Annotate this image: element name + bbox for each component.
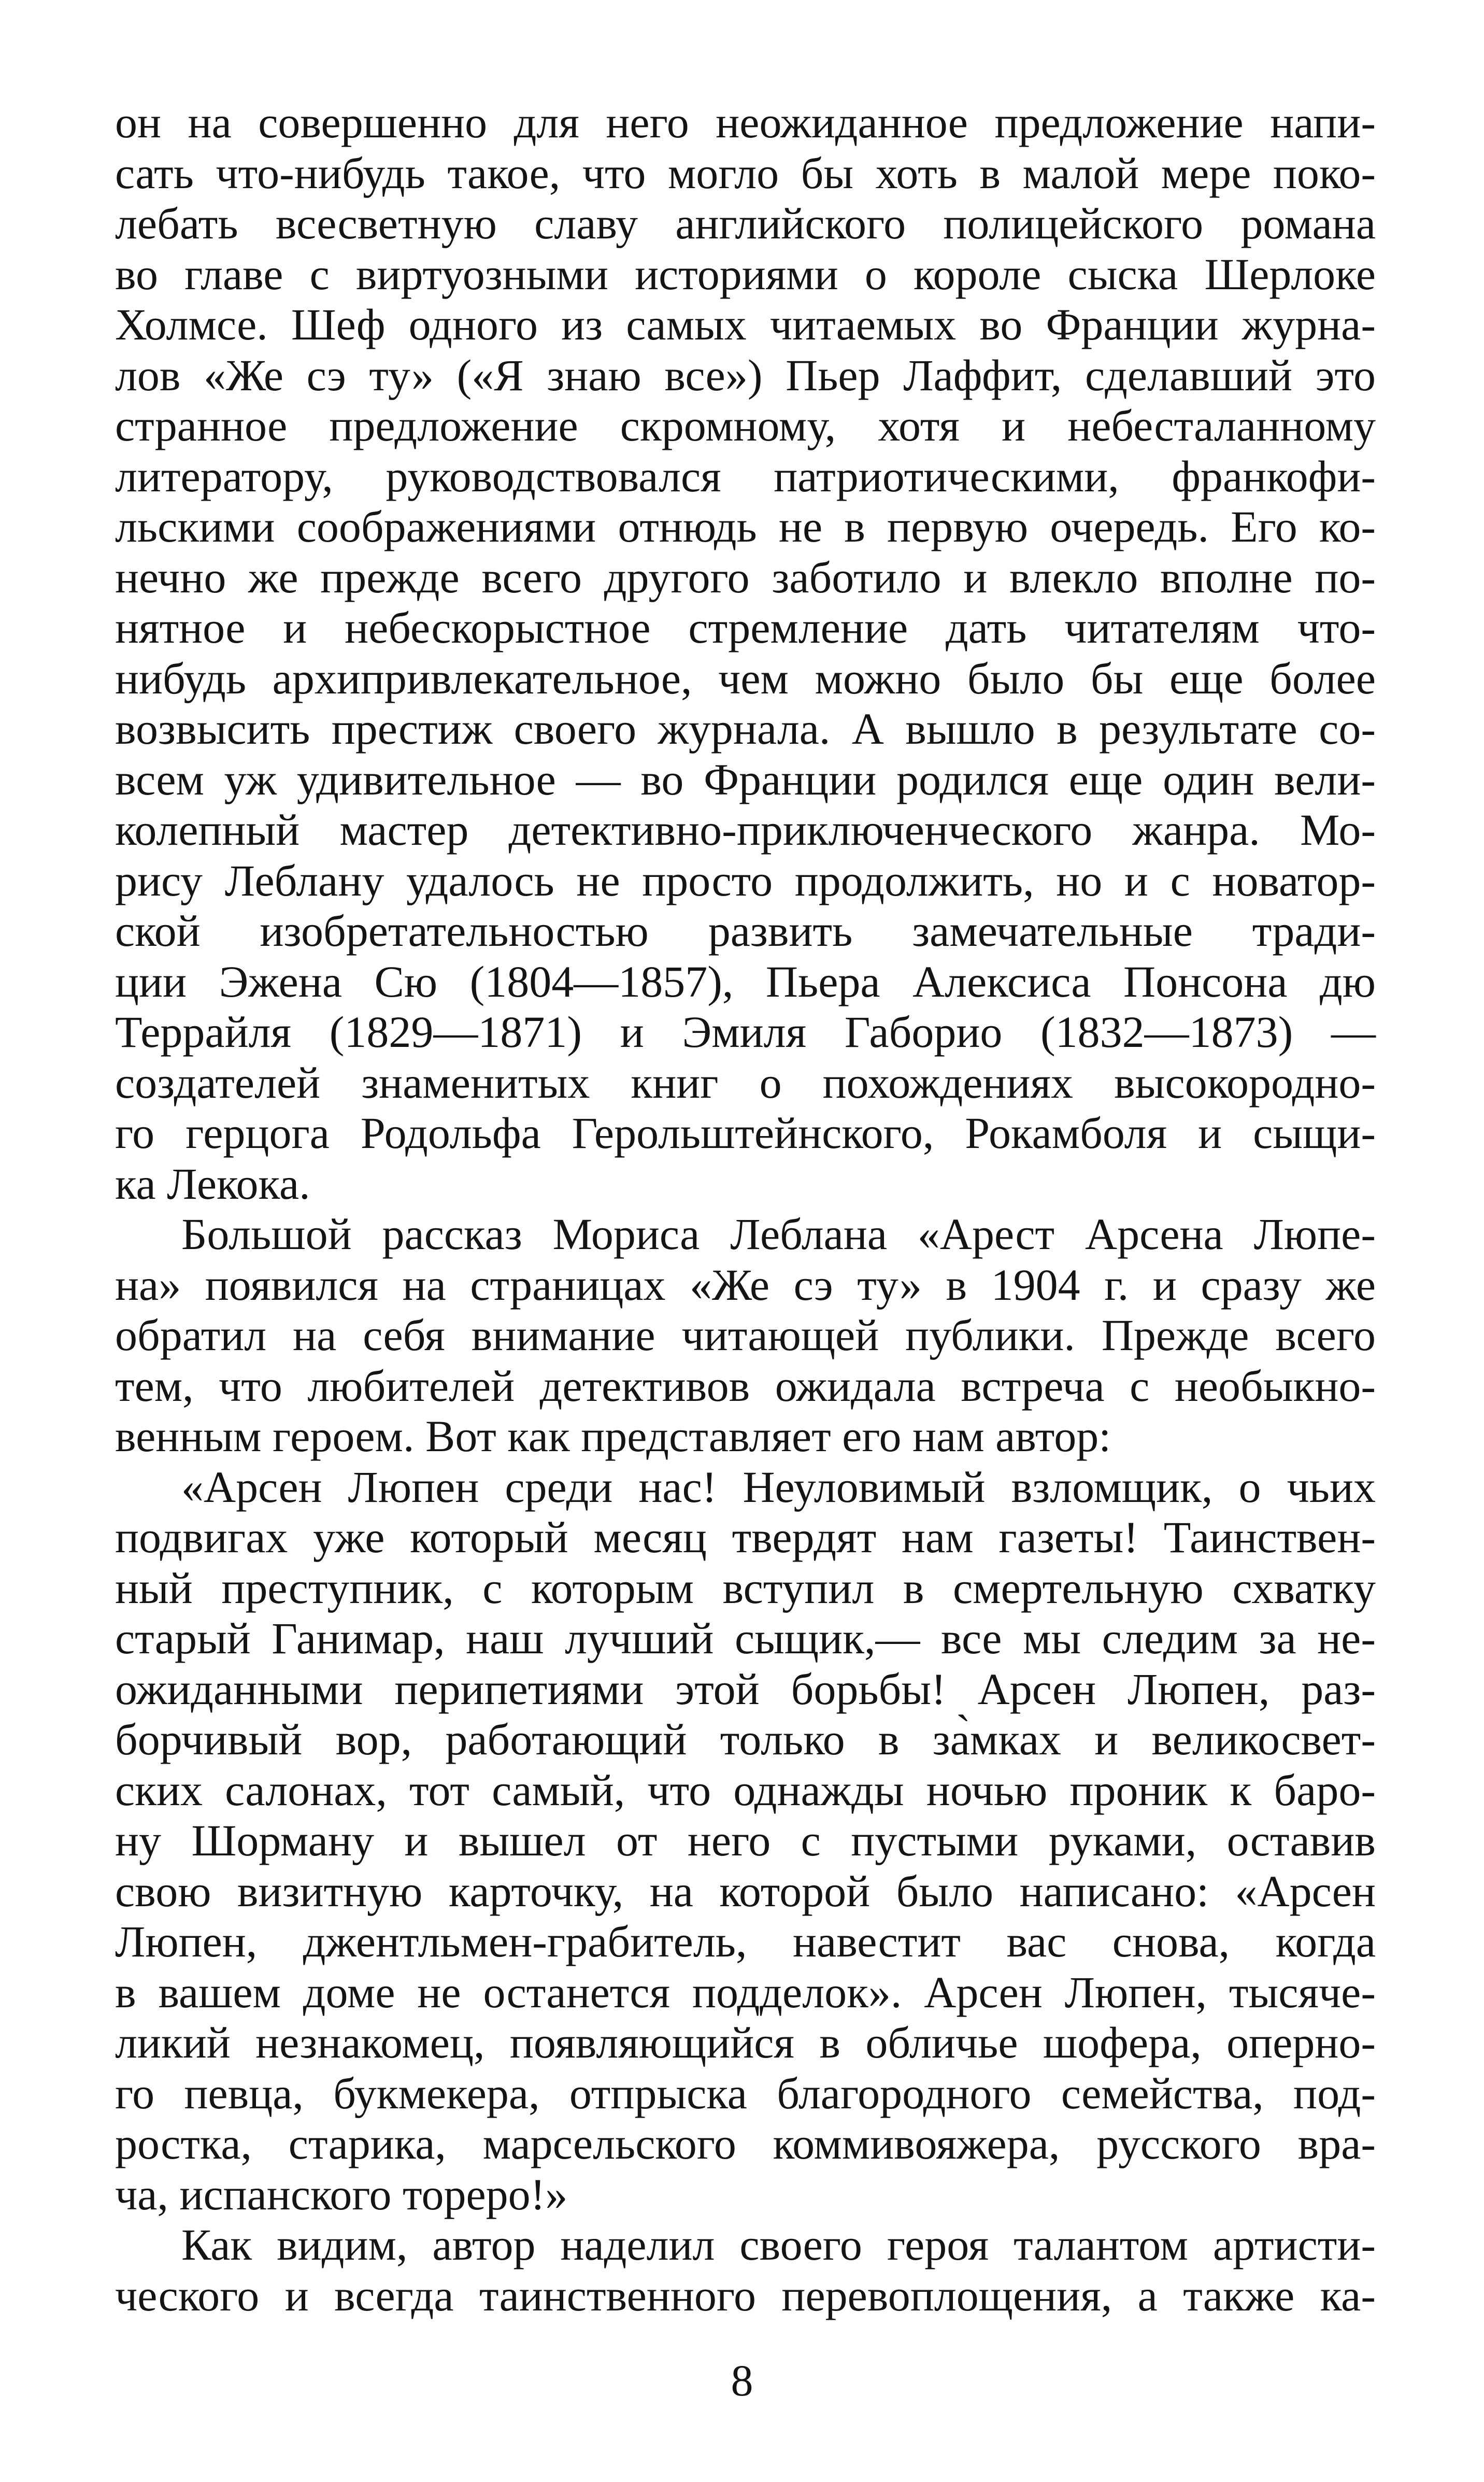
text-line: обратил на себя внимание читающей публики. Прежде всего: [115, 1310, 1376, 1360]
text-line: го герцога Родольфа Герольштейнского, Рокамболя и сыщи-: [115, 1108, 1376, 1158]
text-line: сать что-нибудь такое, что могло бы хоть в малой мере поко-: [115, 148, 1376, 198]
text-line: лов «Же сэ ту» («Я знаю все») Пьер Лаффит, сделавший это: [115, 350, 1376, 400]
paragraph: [115, 1209, 1376, 1462]
text-line: создателей знаменитых книг о похождениях высокородно-: [115, 1057, 1376, 1108]
text-line: рису Леблану удалось не просто продолжить, но и с новатор-: [115, 855, 1376, 905]
text-line: он на совершенно для него неожиданное предложение напи-: [115, 97, 1376, 147]
text-line: старый Ганимар, наш лучший сыщик,— все мы следим за не-: [115, 1613, 1376, 1663]
text-line: Как видим, автор наделил своего героя талантом артисти-: [181, 2220, 1376, 2270]
text-line: ростка, старика, марсельского коммивояжера, русского вра-: [115, 2119, 1376, 2168]
text-line: странное предложение скромному, хотя и небесталанному: [115, 401, 1376, 450]
text-line: венным героем. Вот как представляет его нам автор:: [115, 1411, 1111, 1461]
text-line: ча, испанского тореро!»: [115, 2169, 568, 2219]
text-line: литератору, руководствовался патриотическими, франкофи-: [115, 451, 1376, 501]
text-line: во главе с виртуозными историями о короле сыска Шерлоке: [115, 249, 1376, 299]
text-line: ских салонах, тот самый, что однажды ночью проник к баро-: [115, 1765, 1376, 1815]
text-line: ожиданными перипетиями этой борьбы! Арсен Люпен, раз-: [115, 1664, 1376, 1714]
text-line: го певца, букмекера, отпрыска благородного семейства, под-: [115, 2068, 1376, 2118]
text-line: тем, что любителей детективов ожидала встреча с необыкно-: [115, 1360, 1376, 1411]
text-line: Террайля (1829—1871) и Эмиля Габорио (1832—1873) —: [115, 1007, 1376, 1057]
text-line: Большой рассказ Мориса Леблана «Арест Арсена Люпе-: [181, 1209, 1376, 1259]
paragraph: [115, 1462, 1376, 2220]
text-line: подвигах уже который месяц твердят нам газеты! Таинствен-: [115, 1512, 1376, 1562]
text-line: борчивый вор, работающий только в за̀мках и великосвет-: [115, 1714, 1376, 1764]
text-line: ну Шорману и вышел от него с пустыми руками, оставив: [115, 1816, 1376, 1865]
text-line: колепный мастер детективно-приключенческого жанра. Мо-: [115, 805, 1376, 855]
body-text: [115, 97, 1376, 2321]
text-line: нечно же прежде всего другого заботило и влекло вполне по-: [115, 552, 1376, 602]
paragraph: [115, 2220, 1376, 2321]
page-number: 8: [731, 2356, 753, 2405]
text-line: Люпен, джентльмен-грабитель, навестит вас снова, когда: [115, 1917, 1376, 1966]
text-line: свою визитную карточку, на которой было написано: «Арсен: [115, 1866, 1376, 1916]
text-line: ный преступник, с которым вступил в смертельную схватку: [115, 1563, 1376, 1613]
text-line: нятное и небескорыстное стремление дать читателям что-: [115, 603, 1376, 653]
text-line: лебать всесветную славу английского полицейского романа: [115, 198, 1376, 248]
text-line: Холмсе. Шеф одного из самых читаемых во Франции журна-: [115, 300, 1376, 349]
text-line: ликий незнакомец, появляющийся в обличье шофера, оперно-: [115, 2018, 1376, 2067]
text-line: «Арсен Люпен среди нас! Неуловимый взломщик, о чьих: [181, 1462, 1376, 1512]
text-line: ка Лекока.: [115, 1158, 310, 1209]
text-line: в вашем доме не останется подделок». Арсен Люпен, тысяче-: [115, 1967, 1376, 2017]
text-line: возвысить престиж своего журнала. А вышло в результате со-: [115, 704, 1376, 754]
text-line: ции Эжена Сю (1804—1857), Пьера Алексиса Понсона дю: [115, 956, 1376, 1006]
text-line: нибудь архипривлекательное, чем можно было бы еще более: [115, 653, 1376, 703]
text-line: всем уж удивительное — во Франции родился еще один вели-: [115, 754, 1376, 804]
paragraph: [115, 97, 1376, 1209]
text-line: ческого и всегда таинственного перевоплощения, а также ка-: [115, 2270, 1376, 2320]
text-line: льскими соображениями отнюдь не в первую очередь. Его ко-: [115, 502, 1376, 551]
text-line: на» появился на страницах «Же сэ ту» в 1904 г. и сразу же: [115, 1259, 1376, 1310]
text-line: ской изобретательностью развить замечательные тради-: [115, 906, 1376, 956]
